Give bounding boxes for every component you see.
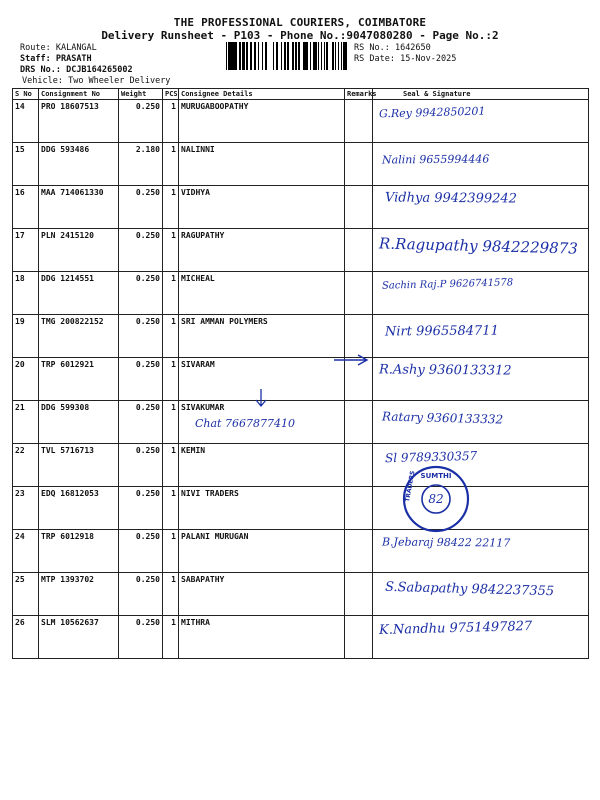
cell-weight: 0.250 (119, 573, 163, 616)
barcode-bar (350, 42, 351, 70)
cell-remarks (345, 444, 373, 487)
table-header-row (13, 89, 589, 100)
cell-remarks (345, 616, 373, 659)
cell-consignee: KEMIN (179, 444, 345, 487)
rs-date-value: 15-Nov-2025 (400, 54, 457, 64)
table-row (13, 530, 589, 573)
cell-weight: 0.250 (119, 315, 163, 358)
cell-consignment: TVL 5716713 (39, 444, 119, 487)
cell-weight: 0.250 (119, 616, 163, 659)
cell-signature (373, 100, 589, 143)
cell-consignee: VIDHYA (179, 186, 345, 229)
cell-weight: 0.250 (119, 487, 163, 530)
table-row (13, 487, 589, 530)
cell-pcs: 1 (163, 573, 179, 616)
cell-consignee: RAGUPATHY (179, 229, 345, 272)
cell-weight: 0.250 (119, 401, 163, 444)
col-consignee: Consignee Details (179, 89, 345, 100)
cell-consignee: SRI AMMAN POLYMERS (179, 315, 345, 358)
cell-pcs: 1 (163, 315, 179, 358)
cell-weight: 0.250 (119, 358, 163, 401)
cell-remarks (345, 229, 373, 272)
table-row (13, 100, 589, 143)
handwritten-signature: Nalini 9655994446 (381, 152, 490, 167)
cell-sno: 25 (13, 573, 39, 616)
cell-sno: 17 (13, 229, 39, 272)
rs-date-line (354, 54, 456, 65)
cell-pcs: 1 (163, 530, 179, 573)
handwritten-signature: G.Rey 9942850201 (378, 104, 486, 121)
route-value: KALANGAL (55, 43, 97, 53)
cell-signature (373, 616, 589, 659)
staff-label: Staff: (20, 54, 51, 64)
handwritten-note: Chat 7667877410 (195, 417, 295, 430)
cell-pcs: 1 (163, 229, 179, 272)
cell-consignee: SIVARAM (179, 358, 345, 401)
cell-sno: 14 (13, 100, 39, 143)
col-weight: Weight (119, 89, 163, 100)
cell-consignment: DDG 593486 (39, 143, 119, 186)
cell-signature (373, 186, 589, 229)
cell-signature (373, 573, 589, 616)
cell-pcs: 1 (163, 143, 179, 186)
cell-pcs: 1 (163, 100, 179, 143)
handwritten-signature: R.Ashy 9360133312 (378, 362, 512, 379)
handwritten-signature: Sl 9789330357 (384, 448, 478, 466)
rs-no-line (354, 43, 431, 54)
cell-consignee: MURUGABOOPATHY (179, 100, 345, 143)
cell-signature (373, 143, 589, 186)
staff-value: PRASATH (55, 54, 92, 64)
cell-sno: 26 (13, 616, 39, 659)
cell-consignment: TRP 6012921 (39, 358, 119, 401)
cell-consignment: MAA 714061330 (39, 186, 119, 229)
cell-remarks (345, 401, 373, 444)
cell-consignment: MTP 1393702 (39, 573, 119, 616)
handwritten-signature: Sachin Raj.P 9626741578 (381, 277, 514, 292)
col-consignment: Consignment No (39, 89, 119, 100)
cell-weight: 2.180 (119, 143, 163, 186)
table-row (13, 143, 589, 186)
cell-pcs: 1 (163, 487, 179, 530)
cell-remarks (345, 530, 373, 573)
cell-signature (373, 272, 589, 315)
cell-consignment: TMG 200822152 (39, 315, 119, 358)
cell-pcs: 1 (163, 401, 179, 444)
table-row (13, 272, 589, 315)
vehicle-value: Two Wheeler Delivery (68, 76, 171, 86)
table-row (13, 401, 589, 444)
cell-consignee: MICHEAL (179, 272, 345, 315)
barcode (226, 42, 351, 70)
cell-sno: 18 (13, 272, 39, 315)
handwritten-signature: S.Sabapathy 9842237355 (384, 579, 555, 600)
cell-consignee: NALINNI (179, 143, 345, 186)
cell-consignment: TRP 6012918 (39, 530, 119, 573)
table-row (13, 229, 589, 272)
cell-sno: 16 (13, 186, 39, 229)
cell-consignee: NIVI TRADERS (179, 487, 345, 530)
cell-signature (373, 530, 589, 573)
col-sno: S No (13, 89, 39, 100)
handwritten-signature: Vidhya 9942399242 (384, 190, 518, 207)
cell-signature (373, 315, 589, 358)
company-stamp (401, 464, 471, 534)
cell-sno: 22 (13, 444, 39, 487)
route-label: Route: (20, 43, 51, 53)
table-row (13, 358, 589, 401)
handwritten-signature: Ratary 9360133332 (381, 409, 504, 427)
stamp-side-text: TRADERS (404, 470, 417, 503)
cell-remarks (345, 186, 373, 229)
cell-weight: 0.250 (119, 186, 163, 229)
company-title: THE PROFESSIONAL COURIERS, COIMBATORE (173, 16, 427, 29)
cell-consignment: PRO 18607513 (39, 100, 119, 143)
rs-date-label: RS Date: (354, 54, 395, 64)
col-remarks: Remarks (345, 89, 373, 100)
cell-remarks (345, 315, 373, 358)
cell-pcs: 1 (163, 444, 179, 487)
runsheet-subtitle: Delivery Runsheet - P103 - Phone No.:9047080280 - Page No.:2 (101, 29, 499, 42)
cell-consignee: SABAPATHY (179, 573, 345, 616)
cell-sno: 19 (13, 315, 39, 358)
cell-sno: 21 (13, 401, 39, 444)
cell-signature (373, 401, 589, 444)
cell-weight: 0.250 (119, 229, 163, 272)
cell-weight: 0.250 (119, 272, 163, 315)
cell-signature (373, 358, 589, 401)
cell-pcs: 1 (163, 616, 179, 659)
drs-label: DRS No.: (20, 65, 61, 75)
vehicle-label: Vehicle: (22, 76, 63, 86)
handwritten-signature: Nirt 9965584711 (384, 323, 499, 340)
cell-consignee: MITHRA (179, 616, 345, 659)
down-arrow-icon (253, 388, 269, 408)
cell-remarks (345, 272, 373, 315)
cell-remarks (345, 487, 373, 530)
cell-sno: 20 (13, 358, 39, 401)
cell-weight: 0.250 (119, 444, 163, 487)
cell-pcs: 1 (163, 272, 179, 315)
cell-consignee: PALANI MURUGAN (179, 530, 345, 573)
cell-remarks (345, 143, 373, 186)
handwritten-signature: R.Ragupathy 9842229873 (378, 234, 579, 258)
table-row (13, 573, 589, 616)
vehicle-line (22, 76, 170, 87)
cell-consignment: PLN 2415120 (39, 229, 119, 272)
rs-no-value: 1642650 (394, 43, 431, 53)
cell-consignment: DDG 1214551 (39, 272, 119, 315)
staff-line (20, 54, 92, 65)
arrow-icon (332, 353, 372, 367)
cell-sno: 24 (13, 530, 39, 573)
table-row (13, 616, 589, 659)
cell-sno: 23 (13, 487, 39, 530)
cell-consignment: DDG 599308 (39, 401, 119, 444)
col-pcs: PCS (163, 89, 179, 100)
cell-consignment: SLM 10562637 (39, 616, 119, 659)
table-row (13, 444, 589, 487)
rs-no-label: RS No.: (354, 43, 390, 53)
cell-weight: 0.250 (119, 530, 163, 573)
cell-pcs: 1 (163, 358, 179, 401)
cell-weight: 0.250 (119, 100, 163, 143)
stamp-top-text: SUMTHI (420, 472, 452, 480)
cell-signature (373, 229, 589, 272)
drs-value: DCJB164265002 (66, 65, 133, 75)
runsheet-table (12, 88, 589, 659)
drs-line (20, 65, 133, 76)
handwritten-signature: B.Jebaraj 98422 22117 (381, 535, 511, 550)
cell-remarks (345, 573, 373, 616)
table-row (13, 186, 589, 229)
cell-consignment: EDQ 16812053 (39, 487, 119, 530)
cell-remarks (345, 100, 373, 143)
route-line (20, 43, 97, 54)
cell-consignee: SIVAKUMAR Chat 7667877410 (179, 401, 345, 444)
cell-sno: 15 (13, 143, 39, 186)
table-row (13, 315, 589, 358)
handwritten-signature: K.Nandhu 9751497827 (378, 618, 533, 639)
stamp-mark: 82 (428, 492, 444, 506)
col-seal: Seal & Signature (373, 89, 589, 100)
cell-pcs: 1 (163, 186, 179, 229)
